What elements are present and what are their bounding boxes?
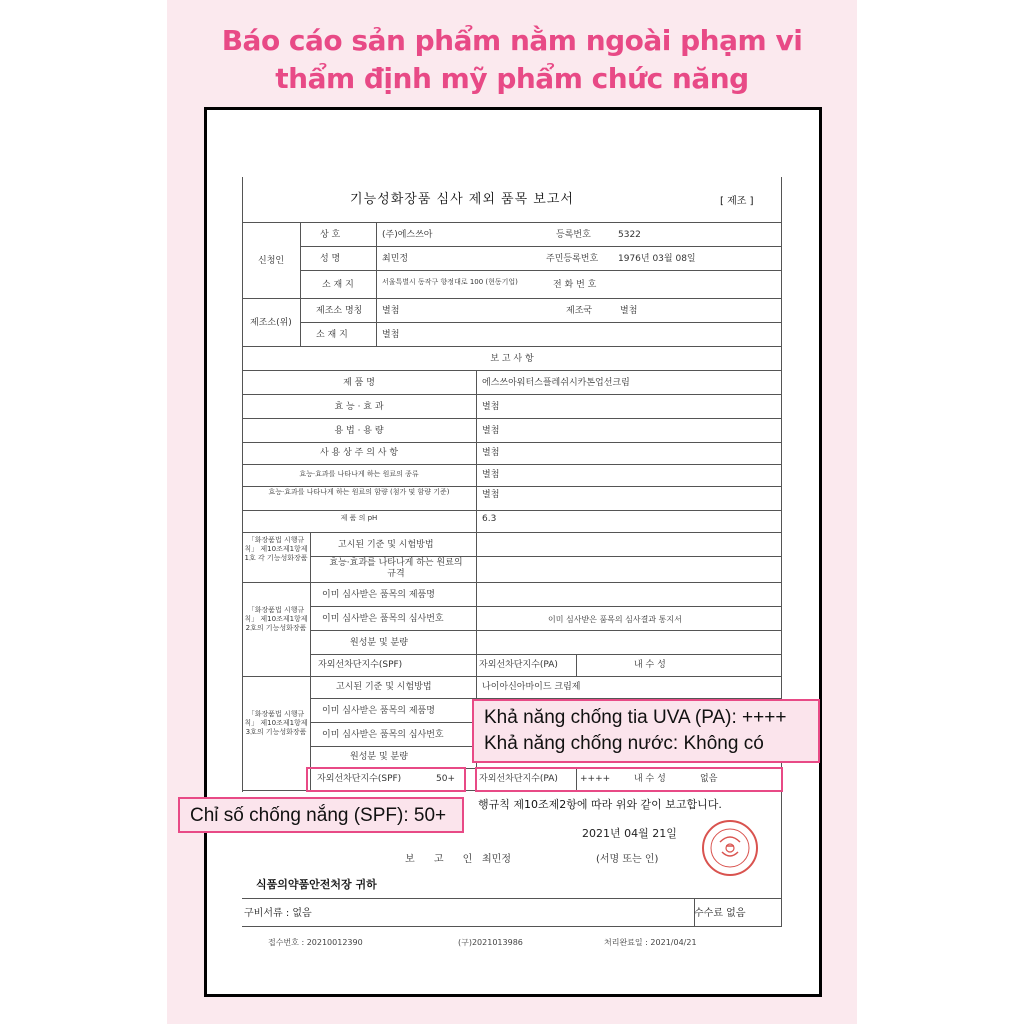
table-left-rule	[242, 222, 243, 792]
v-rule	[310, 532, 311, 790]
h-rule	[300, 246, 782, 247]
h-rule	[242, 346, 782, 347]
h-rule	[242, 926, 782, 927]
document-title: 기능성화장품 심사 제외 품목 보고서	[350, 192, 574, 207]
h-rule	[242, 510, 782, 511]
report-row-value: 별첨	[482, 470, 500, 480]
report-row-label: 사 용 상 주 의 사 항	[319, 448, 399, 458]
g3-pa-value: ++++	[580, 774, 611, 784]
phone-label: 전 화 번 호	[553, 280, 597, 290]
h-rule	[310, 556, 782, 557]
footer-receipt: 접수번호 : 20210012390	[268, 938, 363, 947]
report-row-label: 제 품 명	[343, 378, 375, 388]
h-rule	[242, 370, 782, 371]
plant-location-value: 별첨	[620, 306, 638, 316]
h-rule	[242, 394, 782, 395]
reporter-name: 최민정	[482, 854, 511, 865]
g3-row3-label: 원성분 및 분량	[350, 752, 408, 762]
plant-location-label: 제조국	[566, 306, 593, 316]
v-rule	[300, 222, 301, 346]
v-rule	[576, 654, 577, 676]
uva-water-callout	[472, 699, 820, 763]
g1-row1-label: 고시된 기준 및 시험방법	[338, 540, 434, 550]
h-rule	[242, 464, 782, 465]
title-line-2: thẩm định mỹ phẩm chức năng	[275, 62, 749, 95]
pa-highlight-box	[475, 767, 783, 792]
table-right-rule	[781, 177, 782, 927]
g2-row1-label: 이미 심사받은 품목의 제품명	[322, 590, 435, 600]
group2-label: 「화장품법 시행규칙」 제10조제1항제2호의 기능성화장품	[244, 606, 308, 632]
h-rule	[242, 486, 782, 487]
g3-spf-value: 50+	[436, 774, 455, 784]
report-statement: 행규칙 제10조제2항에 따라 위와 같이 보고합니다.	[478, 798, 722, 811]
h-rule	[242, 418, 782, 419]
h-rule	[242, 898, 782, 899]
footer-ref: (구)2021013986	[458, 938, 523, 947]
spf-highlight-box	[306, 767, 466, 792]
signature-note: (서명 또는 인)	[596, 854, 659, 865]
manufacturer-group-label: 제조소(위)	[250, 318, 292, 328]
trade-name-value: (주)에스쓰아	[382, 230, 433, 240]
v-rule	[476, 370, 477, 532]
water-callout-text: Khả năng chống nước: Không có	[484, 733, 764, 754]
group1-label: 「화장품법 시행규칙」 제10조제1항제1호 각 기능성화장품	[244, 536, 308, 562]
resident-no-label: 주민등록번호	[546, 254, 599, 264]
attachments-note: 구비서류 : 없음	[244, 908, 312, 919]
report-row-label: 효능·효과를 나타나게 하는 원료의 종류	[299, 470, 419, 478]
report-row-value: 별첨	[482, 448, 500, 458]
reg-no-label: 등록번호	[556, 230, 591, 240]
h-rule	[242, 532, 782, 533]
g3-row2-label: 이미 심사받은 품목의 심사번호	[322, 730, 444, 740]
report-date: 2021년 04월 21일	[582, 827, 677, 840]
h-rule	[242, 676, 782, 677]
g3-row0-value: 나이아신아마이드 크림제	[482, 682, 581, 692]
official-seal-icon	[700, 818, 760, 878]
title-line-1: Báo cáo sản phẩm nằm ngoài phạm vi	[221, 24, 803, 57]
g3-row1-label: 이미 심사받은 품목의 제품명	[322, 706, 435, 716]
report-row-label: 제 품 의 pH	[340, 514, 378, 522]
g1-row2-label: 효능·효과를 나타나게 하는 원료의 규격	[329, 558, 463, 579]
document-type: [ 제조 ]	[720, 196, 754, 207]
recipient: 식품의약품안전처장 귀하	[256, 878, 377, 891]
g3-row0-label: 고시된 기준 및 시험방법	[336, 682, 432, 692]
g2-pa-label: 자외선차단지수(PA)	[479, 660, 558, 670]
v-rule	[376, 222, 377, 346]
h-rule	[242, 442, 782, 443]
g2-water-label: 내 수 성	[634, 660, 666, 670]
report-row-value: 별첨	[482, 426, 500, 436]
page-title	[167, 22, 857, 98]
g3-water-label: 내 수 성	[634, 774, 666, 784]
g3-spf-label: 자외선차단지수(SPF)	[317, 774, 402, 784]
footer-processed: 처리완료일 : 2021/04/21	[604, 938, 697, 947]
spf-callout	[178, 797, 464, 833]
h-rule	[242, 222, 782, 223]
group3-label: 「화장품법 시행규칙」 제10조제1항제3호의 기능성화장품	[244, 710, 308, 736]
report-row-value: 별첨	[482, 490, 500, 500]
h-rule	[300, 322, 782, 323]
h-rule	[300, 270, 782, 271]
h-rule	[310, 606, 782, 607]
h-rule	[310, 630, 782, 631]
report-row-label: 효 능 · 효 과	[334, 402, 384, 412]
plant-name-value: 별첨	[382, 306, 400, 316]
manufacturer-address-label: 소 재 지	[316, 330, 348, 340]
trade-name-label: 상 호	[320, 230, 341, 240]
g3-water-value: 없음	[700, 774, 718, 784]
g2-row3-label: 원성분 및 분량	[350, 638, 408, 648]
h-rule	[242, 298, 782, 299]
name-value: 최민정	[382, 254, 409, 264]
g2-row2-value: 이미 심사받은 품목의 심사결과 통지서	[548, 615, 682, 624]
report-row-label: 용 법 · 용 량	[334, 426, 384, 436]
h-rule	[310, 654, 782, 655]
reporter-label: 보 고 인	[405, 854, 481, 865]
spf-callout-text: Chỉ số chống nắng (SPF): 50+	[190, 805, 447, 826]
g2-spf-label: 자외선차단지수(SPF)	[318, 660, 403, 670]
resident-no-value: 1976년 03월 08일	[618, 254, 696, 264]
uva-callout-text: Khả năng chống tia UVA (PA): ++++	[484, 707, 787, 728]
report-row-value: 6.3	[482, 514, 497, 524]
top-rule	[242, 177, 243, 222]
manufacturer-address-value: 별첨	[382, 330, 400, 340]
reg-no-value: 5322	[618, 230, 641, 240]
applicant-group-label: 신청인	[258, 256, 285, 266]
plant-name-label: 제조소 명칭	[316, 306, 363, 316]
h-rule	[242, 582, 782, 583]
fee-note: 수수료 없음	[694, 908, 746, 919]
report-row-value: 별첨	[482, 402, 500, 412]
g3-pa-label: 자외선차단지수(PA)	[479, 774, 558, 784]
report-row-value: 에스쓰아워터스플레쉬시카톤업선크림	[482, 378, 630, 388]
report-row-label: 효능·효과를 나타나게 하는 원료의 함량 (첨가 및 함량 기준)	[268, 488, 450, 496]
address-label: 소 재 지	[322, 280, 354, 290]
name-label: 성 명	[320, 254, 341, 264]
g2-row2-label: 이미 심사받은 품목의 심사번호	[322, 614, 444, 624]
address-value: 서울특별시 동작구 향정대로 100 (현동기업)	[382, 278, 518, 286]
report-section-heading: 보 고 사 항	[490, 354, 534, 364]
